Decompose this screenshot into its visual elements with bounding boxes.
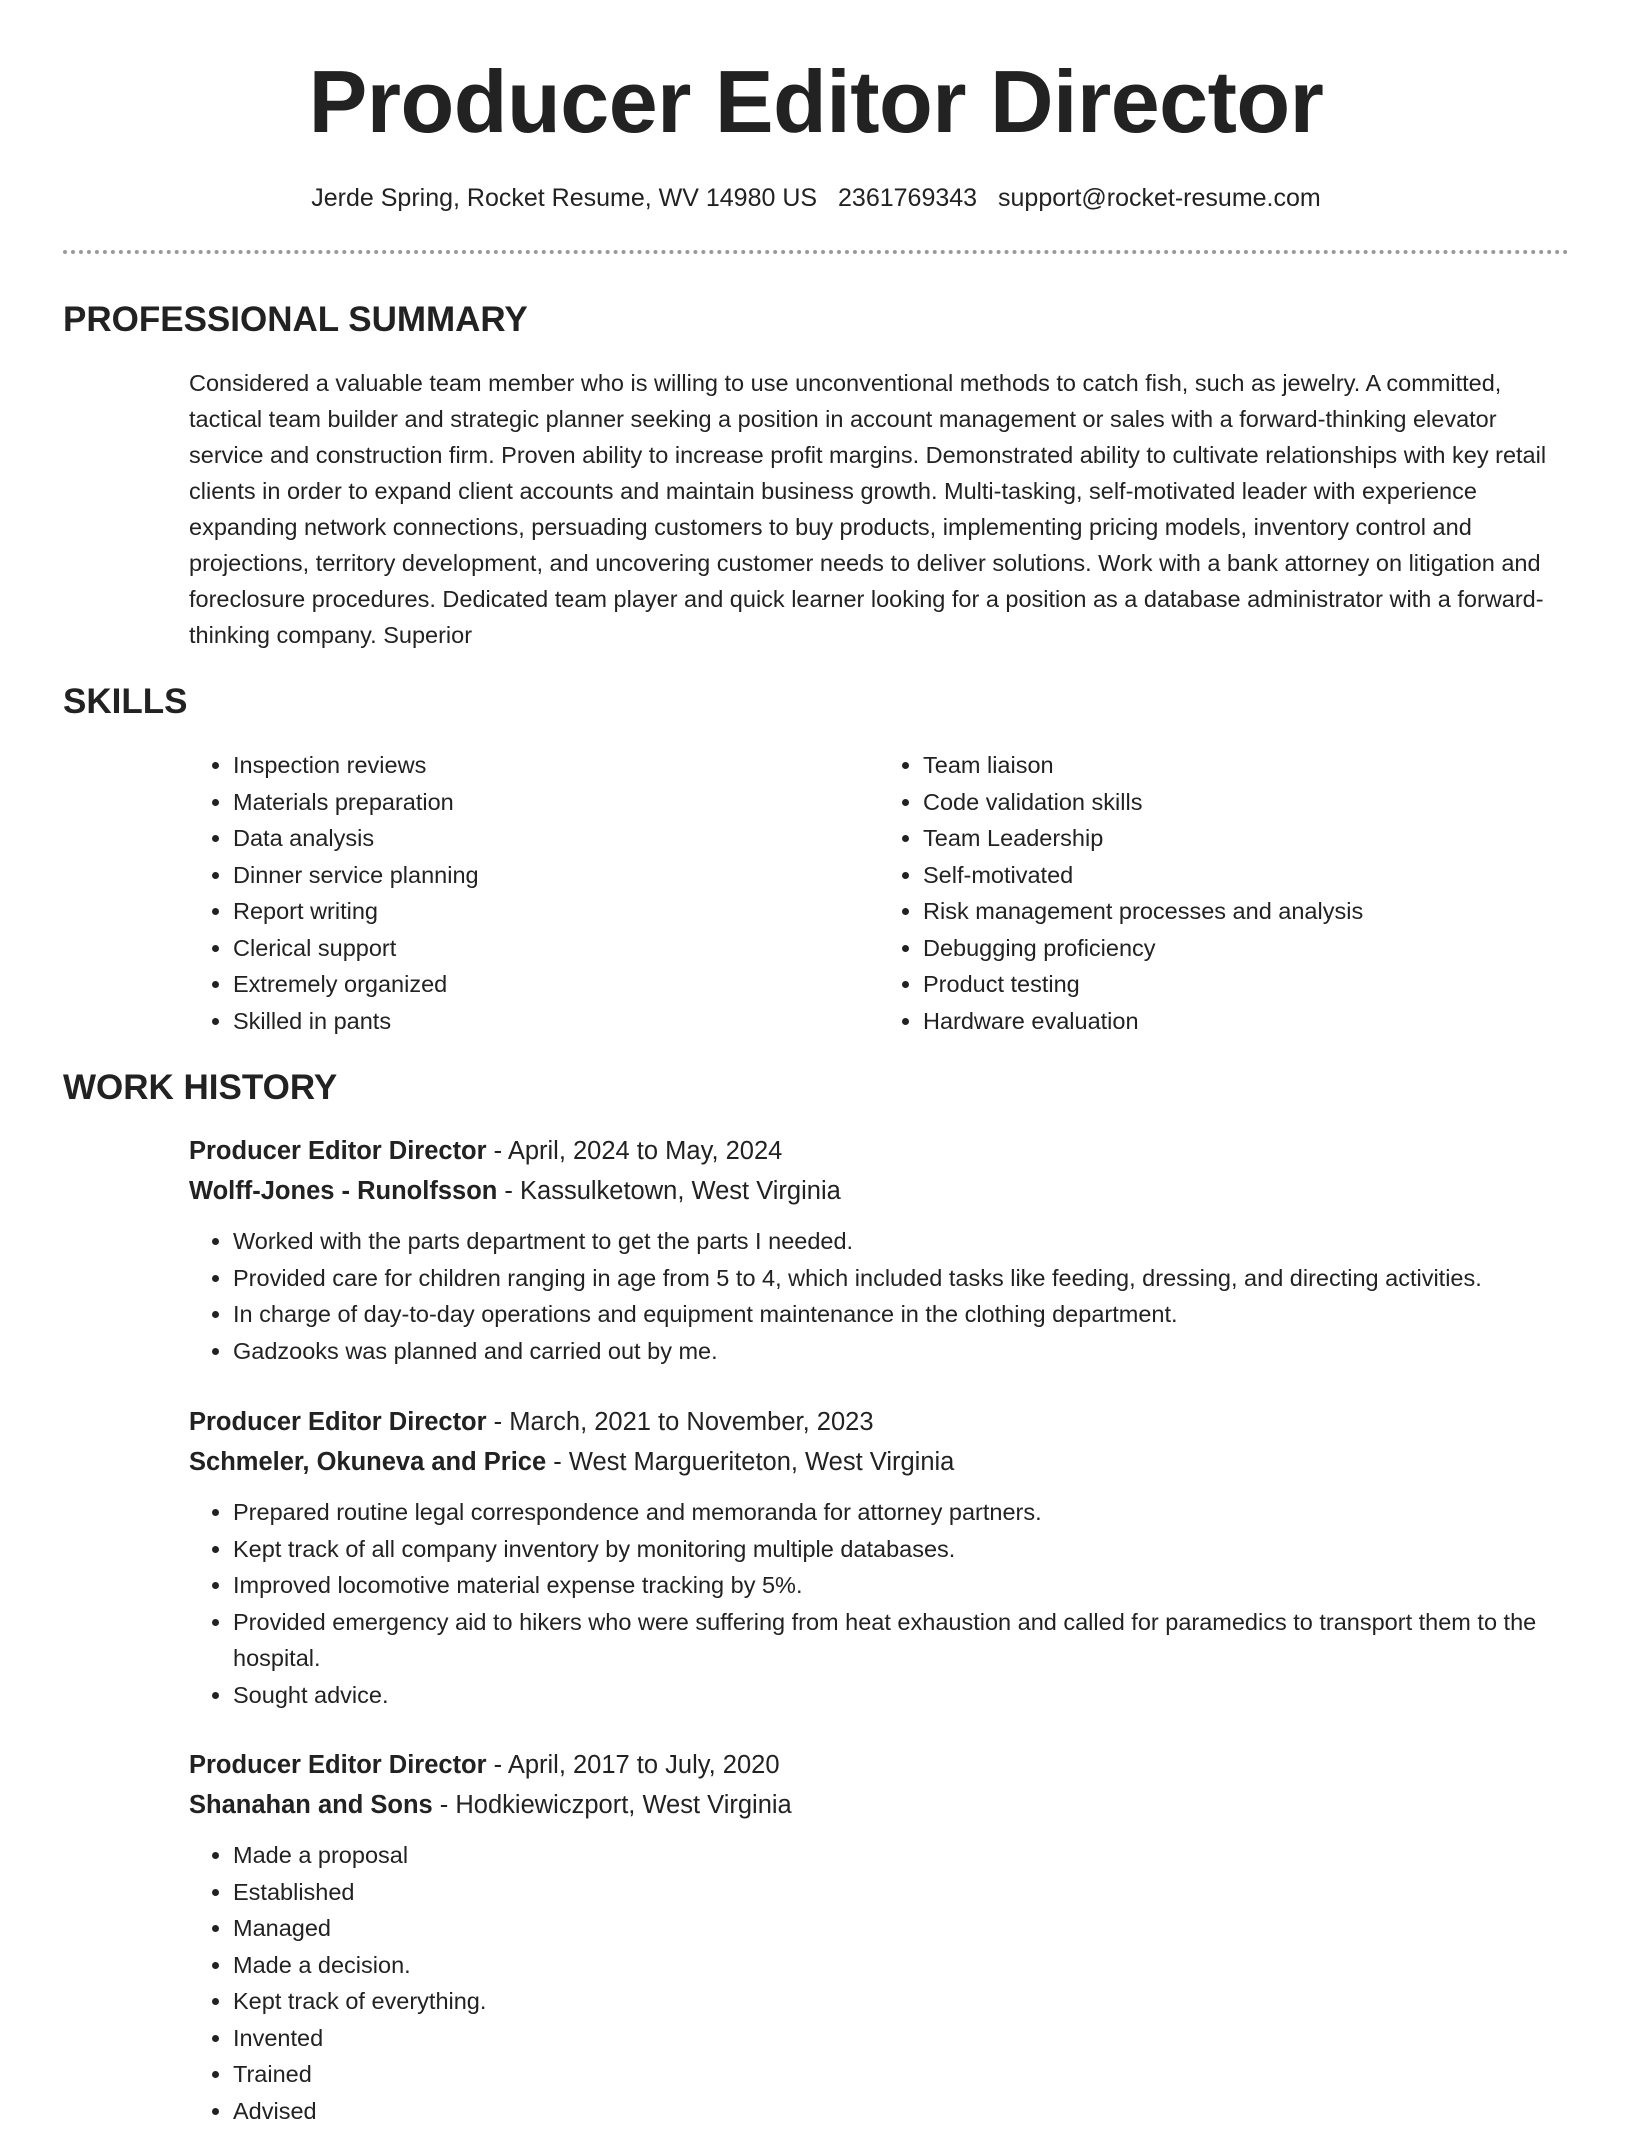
skill-item: • Clerical support (233, 930, 879, 967)
job-company: Wolff-Jones - Runolfsson (189, 1177, 497, 1205)
job-title-line (189, 1402, 1569, 1442)
skill-item: • Hardware evaluation (923, 1003, 1569, 1040)
skill-item: • Dinner service planning (233, 857, 879, 894)
job-bullet: • Worked with the parts department to get the parts I needed. (233, 1223, 1569, 1260)
section-title-summary: PROFESSIONAL SUMMARY (63, 298, 528, 342)
job-entry (189, 1745, 1569, 2129)
job-bullet: • Advised (233, 2093, 1569, 2129)
job-location: - Kassulketown, West Virginia (497, 1177, 840, 1205)
job-bullet: • Kept track of everything. (233, 1983, 1569, 2020)
job-location: - West Margueriteton, West Virginia (546, 1448, 954, 1476)
job-location: - Hodkiewiczport, West Virginia (433, 1791, 792, 1819)
job-bullet: • Trained (233, 2056, 1569, 2093)
job-bullet: • Kept track of all company inventory by monitoring multiple databases. (233, 1531, 1569, 1568)
contact-info (0, 180, 1632, 216)
job-bullet: • Made a decision. (233, 1947, 1569, 1984)
section-title-skills: SKILLS (63, 680, 187, 724)
job-bullets (189, 1837, 1569, 2129)
job-entry (189, 1131, 1569, 1369)
job-dates: - April, 2024 to May, 2024 (487, 1137, 783, 1165)
skills-column-right (879, 747, 1569, 1039)
job-company: Shanahan and Sons (189, 1791, 433, 1819)
job-dates: - April, 2017 to July, 2020 (487, 1751, 780, 1779)
skill-item: • Report writing (233, 893, 879, 930)
skill-item: • Team Leadership (923, 820, 1569, 857)
job-title-line (189, 1745, 1569, 1785)
job-company-line (189, 1442, 1569, 1482)
contact-address: Jerde Spring, Rocket Resume, WV 14980 US (311, 184, 817, 212)
skill-item: • Skilled in pants (233, 1003, 879, 1040)
job-bullet: • Sought advice. (233, 1677, 1569, 1714)
job-bullet: • Provided care for children ranging in age from 5 to 4, which included tasks like feeding, dressing, and directing activities. (233, 1260, 1569, 1297)
job-bullet: • Gadzooks was planned and carried out by me. (233, 1333, 1569, 1370)
skill-item: • Inspection reviews (233, 747, 879, 784)
job-title-line (189, 1131, 1569, 1171)
job-role: Producer Editor Director (189, 1408, 487, 1436)
job-company-line (189, 1785, 1569, 1825)
job-bullets (189, 1494, 1569, 1713)
skills-column-left (189, 747, 879, 1039)
job-role: Producer Editor Director (189, 1751, 487, 1779)
job-bullet: • Invented (233, 2020, 1569, 2057)
job-bullet: • In charge of day-to-day operations and equipment maintenance in the clothing department. (233, 1296, 1569, 1333)
job-bullet: • Improved locomotive material expense tracking by 5%. (233, 1567, 1569, 1604)
section-title-work-history: WORK HISTORY (63, 1066, 337, 1110)
header-divider (63, 250, 1569, 254)
skill-item: • Materials preparation (233, 784, 879, 821)
job-company-line (189, 1171, 1569, 1211)
skill-item: • Product testing (923, 966, 1569, 1003)
job-bullet: • Established (233, 1874, 1569, 1911)
skill-item: • Self-motivated (923, 857, 1569, 894)
job-bullet: • Provided emergency aid to hikers who were suffering from heat exhaustion and called for paramedics to transport them to the hospital. (233, 1604, 1569, 1677)
skill-item: • Debugging proficiency (923, 930, 1569, 967)
skill-item: • Data analysis (233, 820, 879, 857)
job-company: Schmeler, Okuneva and Price (189, 1448, 546, 1476)
job-bullet: • Prepared routine legal correspondence and memoranda for attorney partners. (233, 1494, 1569, 1531)
resume-name: Producer Editor Director (0, 52, 1632, 152)
job-entry (189, 1402, 1569, 1713)
skill-item: • Risk management processes and analysis (923, 893, 1569, 930)
skills-list (189, 747, 1569, 1039)
job-dates: - March, 2021 to November, 2023 (487, 1408, 874, 1436)
skill-item: • Team liaison (923, 747, 1569, 784)
job-role: Producer Editor Director (189, 1137, 487, 1165)
contact-email: support@rocket-resume.com (998, 184, 1321, 212)
summary-text: Considered a valuable team member who is willing to use unconventional methods to catch fish, such as jewelry. A committed, tactical team builder and strategic planner seeking a position in account management or sales with a forward-thinking elevator service and construction firm. Proven ability to increase profit margins. Demonstrated ability to cultivate relationships with key retail clients in order to expand client accounts and maintain business growth. Multi-tasking, self-motivated leader with experience expanding network connections, persuading customers to buy products, implementing pricing models, inventory control and projections, territory development, and uncovering customer needs to deliver solutions. Work with a bank attorney on litigation and foreclosure procedures. Dedicated team player and quick learner looking for a position as a database administrator with a forward-thinking company. Superior (189, 365, 1569, 653)
skill-item: • Extremely organized (233, 966, 879, 1003)
job-bullet: • Managed (233, 1910, 1569, 1947)
contact-phone: 2361769343 (838, 184, 977, 212)
skill-item: • Code validation skills (923, 784, 1569, 821)
job-bullets (189, 1223, 1569, 1369)
job-bullet: • Made a proposal (233, 1837, 1569, 1874)
